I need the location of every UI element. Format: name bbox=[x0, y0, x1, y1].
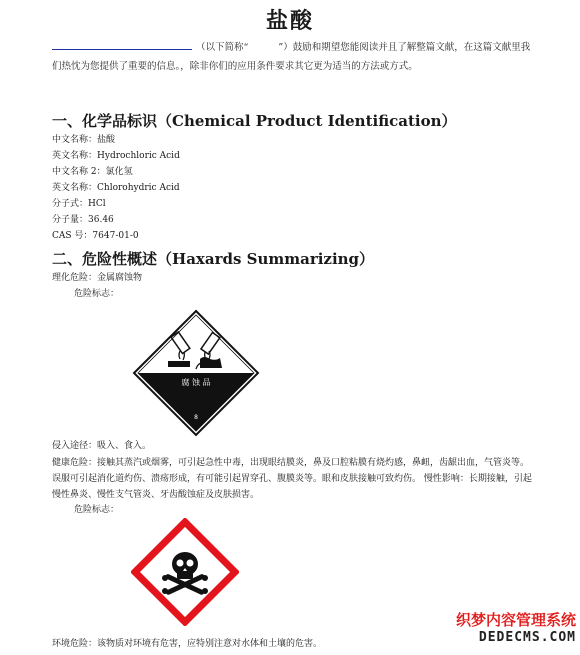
id-row-label: 英文名称： bbox=[52, 151, 98, 161]
ghs-toxic-pictogram bbox=[131, 518, 239, 630]
corrosive-diamond bbox=[132, 309, 260, 441]
id-row-label: 英文名称： bbox=[52, 183, 98, 193]
intro-paragraph bbox=[52, 38, 532, 76]
route-label: 侵入途径： bbox=[52, 441, 98, 451]
intro-text-1: （以下简称“ bbox=[196, 42, 249, 53]
section2-heading-en: （Haxards Summarizing） bbox=[157, 250, 375, 268]
health-label: 健康危险： bbox=[52, 458, 98, 468]
intro-text-2: ”）鼓励和期望您能阅读并且了解整篇文献，在这篇文献里我们热忱为您提供了重要的信息。 bbox=[52, 42, 531, 72]
company-link[interactable] bbox=[52, 39, 192, 50]
id-row bbox=[52, 212, 114, 228]
health-hazard-row bbox=[52, 455, 532, 503]
hazard-mark-label: 危险标志： bbox=[74, 289, 120, 299]
id-row-value: Chlorohydric Acid bbox=[97, 183, 180, 193]
corrosive-symbol-icon bbox=[132, 309, 260, 437]
id-row-label: 分子量： bbox=[52, 215, 89, 225]
id-row-value: HCl bbox=[88, 199, 106, 209]
section1-heading bbox=[52, 110, 457, 131]
physchem-hazard-row bbox=[52, 270, 142, 286]
id-row bbox=[52, 148, 180, 164]
id-row-label: 分子式： bbox=[52, 199, 89, 209]
id-row-value: 盐酸 bbox=[97, 135, 116, 145]
health-value: 接触其蒸汽或烟雾，可引起急性中毒，出现眼结膜炎，鼻及口腔粘膜有烧灼感，鼻衄，齿龈出血，气管炎等。误服可引起消化道灼伤、溃疡形成，有可能引起胃穿孔、腹膜炎等。眼和皮肤接触可致灼伤。 慢性影响：长期接触，引起慢性鼻炎、慢性支气管炎、牙齿酸蚀症及皮肤损害。 bbox=[52, 458, 532, 500]
id-row-label: 中文名称： bbox=[52, 135, 98, 145]
intro-text-3: ，除非你们的应用条件要求其它更为适当的方法或方式。 bbox=[180, 61, 418, 72]
hazard-mark-label-2: 危险标志： bbox=[74, 505, 120, 515]
route-value: 吸入、食入。 bbox=[97, 441, 152, 451]
route-row bbox=[52, 438, 151, 454]
watermark-line1: 织梦内容管理系统 bbox=[455, 611, 576, 629]
id-row bbox=[52, 228, 139, 244]
skull-crossbones-icon bbox=[131, 518, 239, 626]
id-row-value: 氯化氢 bbox=[105, 167, 133, 177]
document-title: 盐酸 bbox=[265, 9, 314, 34]
physchem-label: 理化危险： bbox=[52, 273, 98, 283]
id-row bbox=[52, 132, 115, 148]
id-row-label: 中文名称 2： bbox=[52, 167, 106, 177]
id-row-value: Hydrochloric Acid bbox=[97, 151, 180, 161]
id-row bbox=[52, 180, 180, 196]
id-row-label: CAS 号： bbox=[52, 231, 93, 241]
section2-heading-cn: 二、危险性概述 bbox=[52, 250, 158, 268]
environment-hazard-row bbox=[52, 636, 322, 652]
diamond-label: 腐 蚀 品 bbox=[181, 378, 211, 387]
id-row bbox=[52, 164, 133, 180]
diamond-class: 8 bbox=[194, 414, 198, 421]
id-row-value: 36.46 bbox=[88, 215, 114, 225]
watermark-line2: DEDECMS.COM bbox=[478, 630, 576, 645]
section1-heading-cn: 一、化学品标识 bbox=[52, 112, 158, 130]
id-row-value: 7647-01-0 bbox=[92, 231, 139, 241]
env-value: 该物质对环境有危害，应特别注意对水体和土壤的危害。 bbox=[97, 639, 323, 649]
id-row bbox=[52, 196, 106, 212]
watermark bbox=[456, 609, 576, 645]
section2-heading bbox=[52, 248, 374, 269]
physchem-value: 金属腐蚀物 bbox=[97, 273, 143, 283]
section1-heading-en: （Chemical Product Identification） bbox=[157, 112, 457, 130]
env-label: 环境危险： bbox=[52, 639, 98, 649]
